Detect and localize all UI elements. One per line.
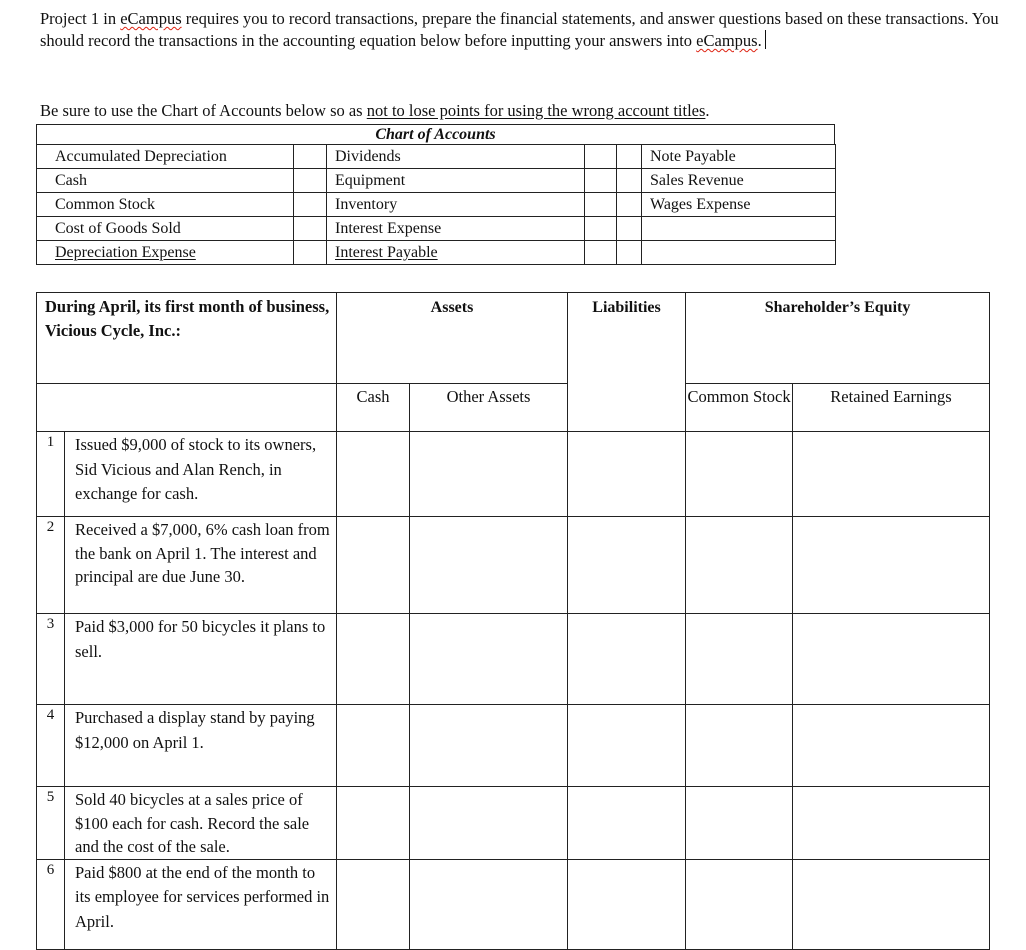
coa-blank-cell: [294, 217, 327, 241]
retained-earnings-cell[interactable]: [793, 432, 990, 517]
cash-cell[interactable]: [337, 432, 410, 517]
coa-account: Dividends: [327, 145, 585, 169]
coa-blank-cell: [585, 241, 617, 265]
common-stock-cell[interactable]: [686, 787, 793, 860]
instruction-prefix: Be sure to use the Chart of Accounts below so as: [40, 101, 367, 120]
coa-blank-cell: [617, 241, 642, 265]
coa-row: [37, 241, 836, 265]
other-assets-cell[interactable]: [410, 614, 568, 705]
retained-earnings-cell[interactable]: [793, 614, 990, 705]
retained-earnings-cell[interactable]: [793, 787, 990, 860]
retained-earnings-cell[interactable]: [793, 705, 990, 787]
cash-cell[interactable]: [337, 705, 410, 787]
transaction-number: 6: [37, 859, 65, 949]
cash-cell[interactable]: [337, 517, 410, 614]
transaction-number: 1: [37, 432, 65, 517]
retained-earnings-cell[interactable]: [793, 517, 990, 614]
coa-account: Cost of Goods Sold: [37, 217, 294, 241]
coa-account: Interest Payable: [327, 241, 585, 265]
instruction-underlined: not to lose points for using the wrong account titles: [366, 101, 706, 120]
transaction-description: Issued $9,000 of stock to its owners, Sid Vicious and Alan Rench, in exchange for cash.: [65, 432, 337, 517]
coa-account: [642, 241, 836, 265]
worksheet-description-header: During April, its first month of business, Vicious Cycle, Inc.:: [37, 293, 337, 384]
common-stock-cell[interactable]: [686, 705, 793, 787]
coa-account: Interest Expense: [327, 217, 585, 241]
coa-account: Common Stock: [37, 193, 294, 217]
blank-header-cell: [37, 384, 337, 432]
instruction-line: [40, 101, 710, 121]
coa-account: Depreciation Expense: [37, 241, 294, 265]
transaction-description: Paid $800 at the end of the month to its employee for services performed in April.: [65, 859, 337, 949]
accounting-equation-worksheet: [36, 292, 990, 950]
coa-blank-cell: [585, 193, 617, 217]
cash-cell[interactable]: [337, 859, 410, 949]
coa-account: Equipment: [327, 169, 585, 193]
common-stock-cell[interactable]: [686, 432, 793, 517]
retained-earnings-cell[interactable]: [793, 859, 990, 949]
common-stock-header: Common Stock: [686, 384, 793, 432]
transaction-number: 5: [37, 787, 65, 860]
coa-blank-cell: [617, 217, 642, 241]
transaction-number: 2: [37, 517, 65, 614]
coa-row: [37, 169, 836, 193]
other-assets-cell[interactable]: [410, 432, 568, 517]
chart-of-accounts-title: Chart of Accounts: [36, 124, 835, 144]
other-assets-cell[interactable]: [410, 705, 568, 787]
coa-blank-cell: [294, 145, 327, 169]
transaction-row: [37, 614, 990, 705]
transaction-description: Paid $3,000 for 50 bicycles it plans to sell.: [65, 614, 337, 705]
intro-text-1: Project 1 in: [40, 9, 121, 28]
liabilities-cell[interactable]: [568, 859, 686, 949]
retained-earnings-header: Retained Earnings: [793, 384, 990, 432]
other-assets-cell[interactable]: [410, 859, 568, 949]
transaction-number: 3: [37, 614, 65, 705]
coa-account: Inventory: [327, 193, 585, 217]
coa-blank-cell: [585, 217, 617, 241]
coa-account: Cash: [37, 169, 294, 193]
coa-account: Wages Expense: [642, 193, 836, 217]
coa-blank-cell: [585, 169, 617, 193]
coa-account: Sales Revenue: [642, 169, 836, 193]
other-assets-header: Other Assets: [410, 384, 568, 432]
liabilities-cell[interactable]: [568, 432, 686, 517]
chart-of-accounts-table: [36, 144, 836, 265]
coa-row: [37, 193, 836, 217]
liabilities-cell[interactable]: [568, 614, 686, 705]
cash-cell[interactable]: [337, 614, 410, 705]
transaction-description: Purchased a display stand by paying $12,000 on April 1.: [65, 705, 337, 787]
common-stock-cell[interactable]: [686, 859, 793, 949]
shareholders-equity-header: Shareholder’s Equity: [686, 293, 990, 384]
coa-blank-cell: [585, 145, 617, 169]
cash-cell[interactable]: [337, 787, 410, 860]
other-assets-cell[interactable]: [410, 787, 568, 860]
coa-row: [37, 145, 836, 169]
cash-header: Cash: [337, 384, 410, 432]
coa-account: [642, 217, 836, 241]
intro-text-2: requires you to record transactions, prepare the financial statements, and answer questions based on these transactions. You should record the transactions in the accounting equation below before inputting your answers into: [40, 9, 999, 50]
coa-row: [37, 217, 836, 241]
text-cursor: [765, 30, 767, 49]
transaction-row: [37, 859, 990, 949]
coa-account: Accumulated Depreciation: [37, 145, 294, 169]
transaction-row: [37, 705, 990, 787]
common-stock-cell[interactable]: [686, 614, 793, 705]
coa-blank-cell: [294, 169, 327, 193]
other-assets-cell[interactable]: [410, 517, 568, 614]
transaction-description: Sold 40 bicycles at a sales price of $100 each for cash. Record the sale and the cost of the sale.: [65, 787, 337, 860]
liabilities-cell[interactable]: [568, 517, 686, 614]
liabilities-header: Liabilities: [568, 293, 686, 432]
transaction-row: [37, 432, 990, 517]
coa-blank-cell: [294, 193, 327, 217]
common-stock-cell[interactable]: [686, 517, 793, 614]
instruction-suffix: .: [705, 101, 710, 120]
ecampus-word-1: eCampus: [120, 9, 182, 28]
liabilities-cell[interactable]: [568, 705, 686, 787]
coa-blank-cell: [617, 145, 642, 169]
coa-blank-cell: [617, 193, 642, 217]
worksheet-subheader-row: [37, 384, 990, 432]
intro-text-3: .: [757, 31, 762, 50]
coa-blank-cell: [617, 169, 642, 193]
transaction-description: Received a $7,000, 6% cash loan from the bank on April 1. The interest and principal are due June 30.: [65, 517, 337, 614]
coa-account: Note Payable: [642, 145, 836, 169]
worksheet-header-row: [37, 293, 990, 384]
ecampus-word-2: eCampus: [696, 31, 758, 50]
assets-header: Assets: [337, 293, 568, 384]
coa-blank-cell: [294, 241, 327, 265]
transaction-row: [37, 517, 990, 614]
intro-paragraph: [40, 8, 1015, 52]
transaction-number: 4: [37, 705, 65, 787]
transaction-row: [37, 787, 990, 860]
liabilities-cell[interactable]: [568, 787, 686, 860]
